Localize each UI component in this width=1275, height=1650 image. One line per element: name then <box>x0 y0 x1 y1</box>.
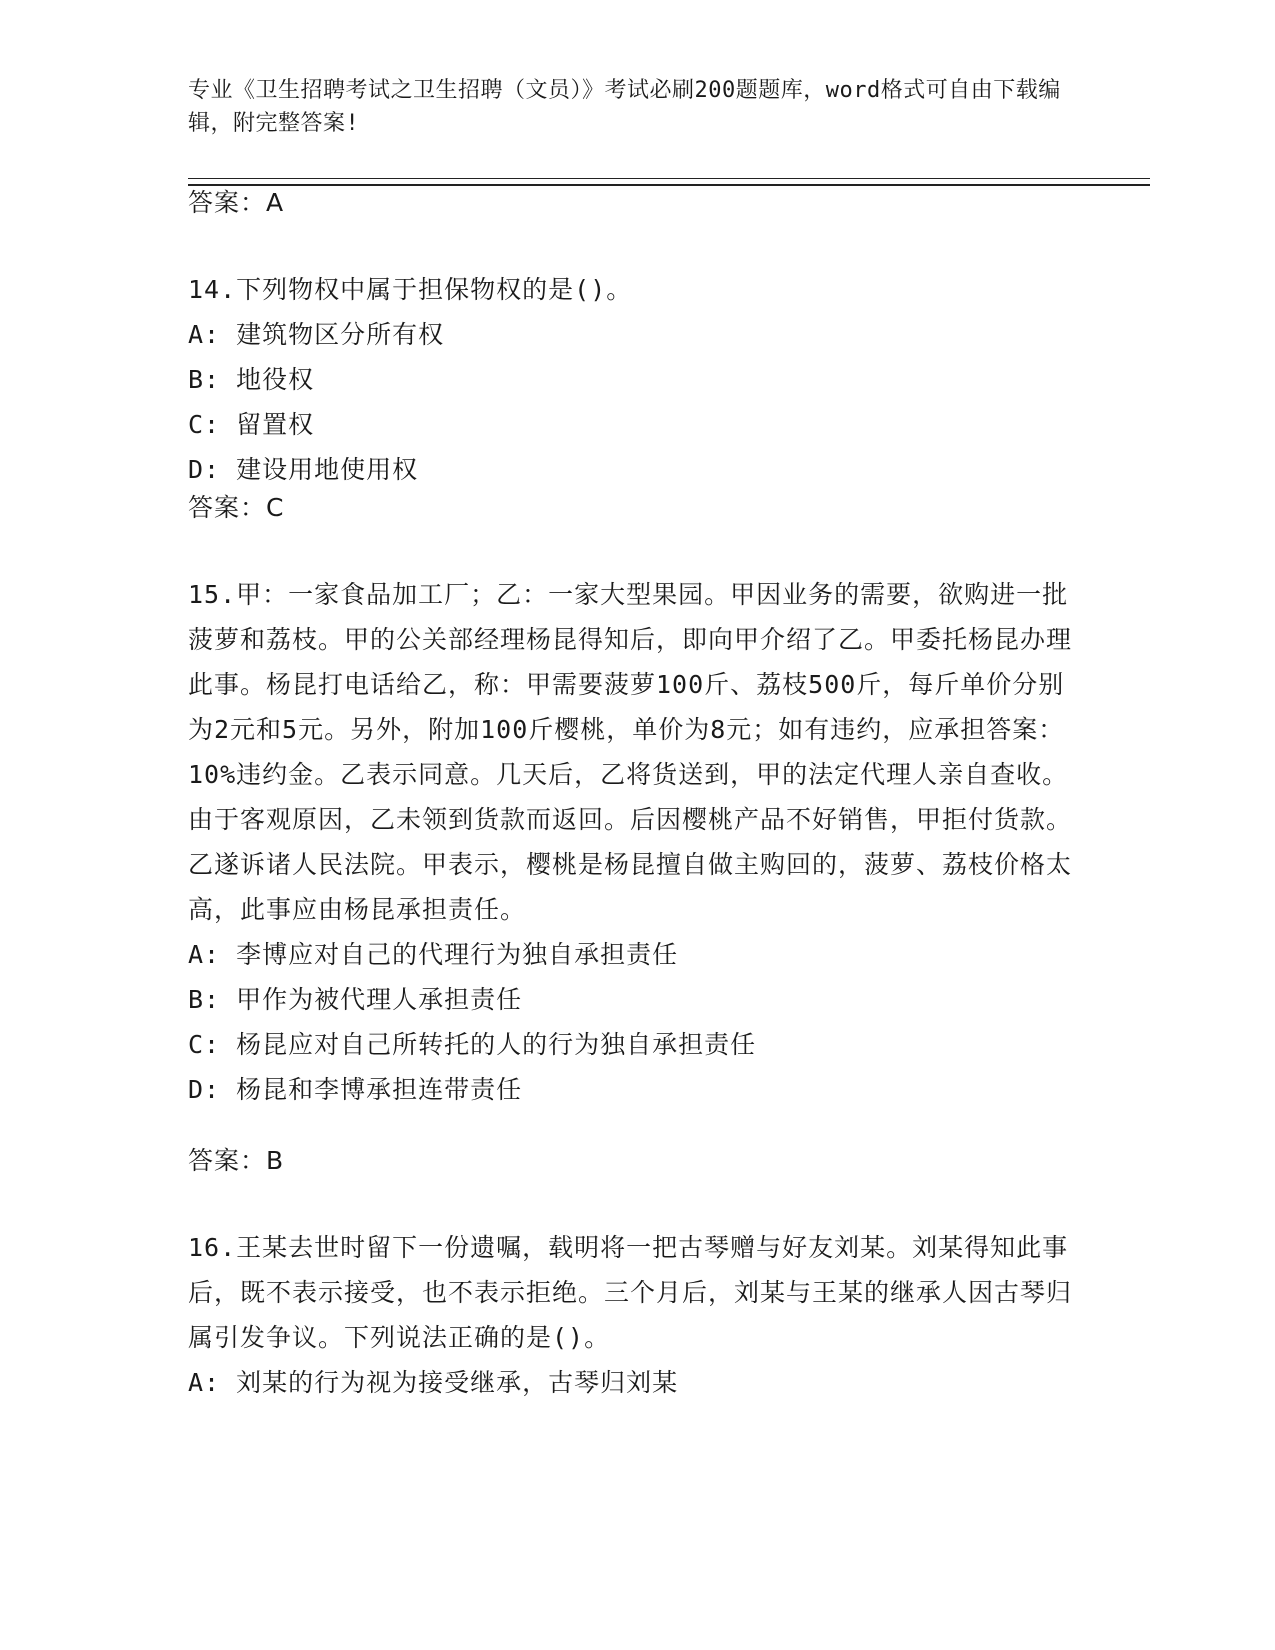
question-15-option-c: C: 杨昆应对自己所转托的人的行为独自承担责任 <box>188 1030 757 1059</box>
question-16-option-a: A: 刘某的行为视为接受继承，古琴归刘某 <box>188 1368 679 1397</box>
answer-15: 答案：B <box>188 1146 285 1175</box>
question-15-option-d: D: 杨昆和李博承担连带责任 <box>188 1075 523 1104</box>
answer-13: 答案：A <box>188 188 285 217</box>
document-header: 专业《卫生招聘考试之卫生招聘（文员）》考试必刷200题题库，word格式可自由下载编辑，附完整答案! <box>188 78 1061 136</box>
header-divider <box>188 178 1150 186</box>
question-14-stem: 14.下列物权中属于担保物权的是()。 <box>188 275 633 304</box>
question-14-option-c: C: 留置权 <box>188 410 315 439</box>
question-14-option-b: B: 地役权 <box>188 365 315 394</box>
question-15-option-a: A: 李博应对自己的代理行为独自承担责任 <box>188 940 679 969</box>
question-15 <box>188 572 1078 1112</box>
answer-14: 答案：C <box>188 493 285 522</box>
question-14-option-d: D: 建设用地使用权 <box>188 455 419 484</box>
question-15-option-b: B: 甲作为被代理人承担责任 <box>188 985 523 1014</box>
question-14-option-a: A: 建筑物区分所有权 <box>188 320 445 349</box>
question-14 <box>188 267 1078 492</box>
question-16-stem: 16.王某去世时留下一份遗嘱，载明将一把古琴赠与好友刘某。刘某得知此事后，既不表示接受，也不表示拒绝。三个月后，刘某与王某的继承人因古琴归属引发争议。下列说法正确的是()。 <box>188 1233 1073 1352</box>
question-15-stem: 15.甲：一家食品加工厂；乙：一家大型果园。甲因业务的需要，欲购进一批菠萝和荔枝。甲的公关部经理杨昆得知后，即向甲介绍了乙。甲委托杨昆办理此事。杨昆打电话给乙，称：甲需要菠萝100斤、荔枝500斤，每斤单价分别为2元和5元。另外，附加100斤樱桃，单价为8元；如有违约，应承担答案：10%违约金。乙表示同意。几天后，乙将货送到，甲的法定代理人亲自查收。由于客观原因，乙未领到货款而返回。后因樱桃产品不好销售，甲拒付货款。乙遂诉诸人民法院。甲表示，樱桃是杨昆擅自做主购回的，菠萝、荔枝价格太高，此事应由杨昆承担责任。 <box>188 580 1073 924</box>
question-16 <box>188 1225 1078 1405</box>
